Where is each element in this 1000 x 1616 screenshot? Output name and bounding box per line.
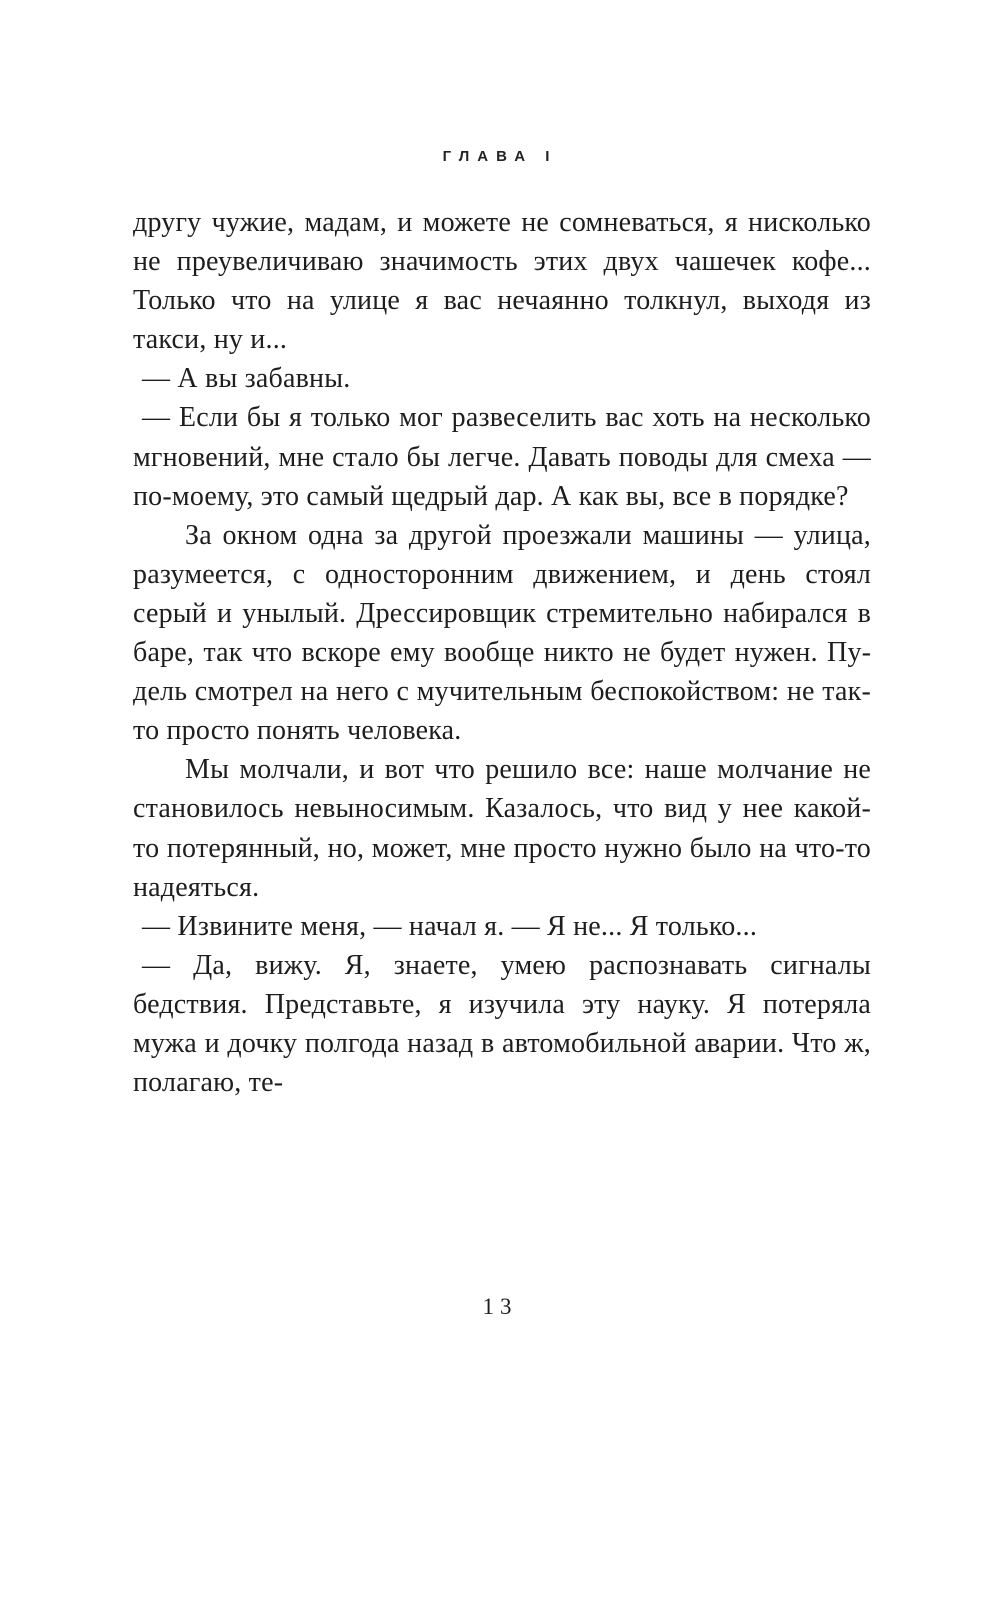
paragraph-dialogue: — Если бы я только мог развеселить вас хоть на несколько мгновений, мне стало бы легче. Давать поводы для смеха — по-моему, это самый щедрый дар. А как вы, все в порядке? <box>133 402 871 512</box>
paragraph-continuation: другу чужие, мадам, и можете не сомневаться, я нисколько не преувеличиваю значимость этих двух чашечек кофе... Только что на улице я вас нечаянно толкнул, выходя из такси, ну и... <box>133 207 871 356</box>
paragraph-narrative: За окном одна за другой проезжали машины — улица, разумеется, с односторонним движением, и день стоял серый и унылый. Дрессировщик стремительно набирался в баре, так что вскоре ему вообще никто не будет нужен. Пудель смотрел на него с мучительным беспокойством: не так-то просто понять человека. <box>133 519 871 747</box>
paragraph-dialogue: — Извините меня, — начал я. — Я не... Я только... <box>142 910 758 942</box>
chapter-header: ГЛАВА I <box>442 148 558 165</box>
paragraph-dialogue: — А вы забавны. <box>142 363 351 395</box>
text-block <box>133 203 871 1102</box>
paragraph-dialogue: — Да, вижу. Я, знаете, умею распознавать сигналы бедствия. Представьте, я изучила эту науку. Я потеряла мужа и дочку полгода назад в автомобильной аварии. Что ж, полагаю, те- <box>133 949 871 1099</box>
page-number: 13 <box>482 1294 518 1319</box>
paragraph-narrative: Мы молчали, и вот что решило все: наше молчание не становилось невыносимым. Казалось, что вид у нее какой-то потерянный, но, может, мне просто нужно было на что-то надеяться. <box>133 754 871 903</box>
